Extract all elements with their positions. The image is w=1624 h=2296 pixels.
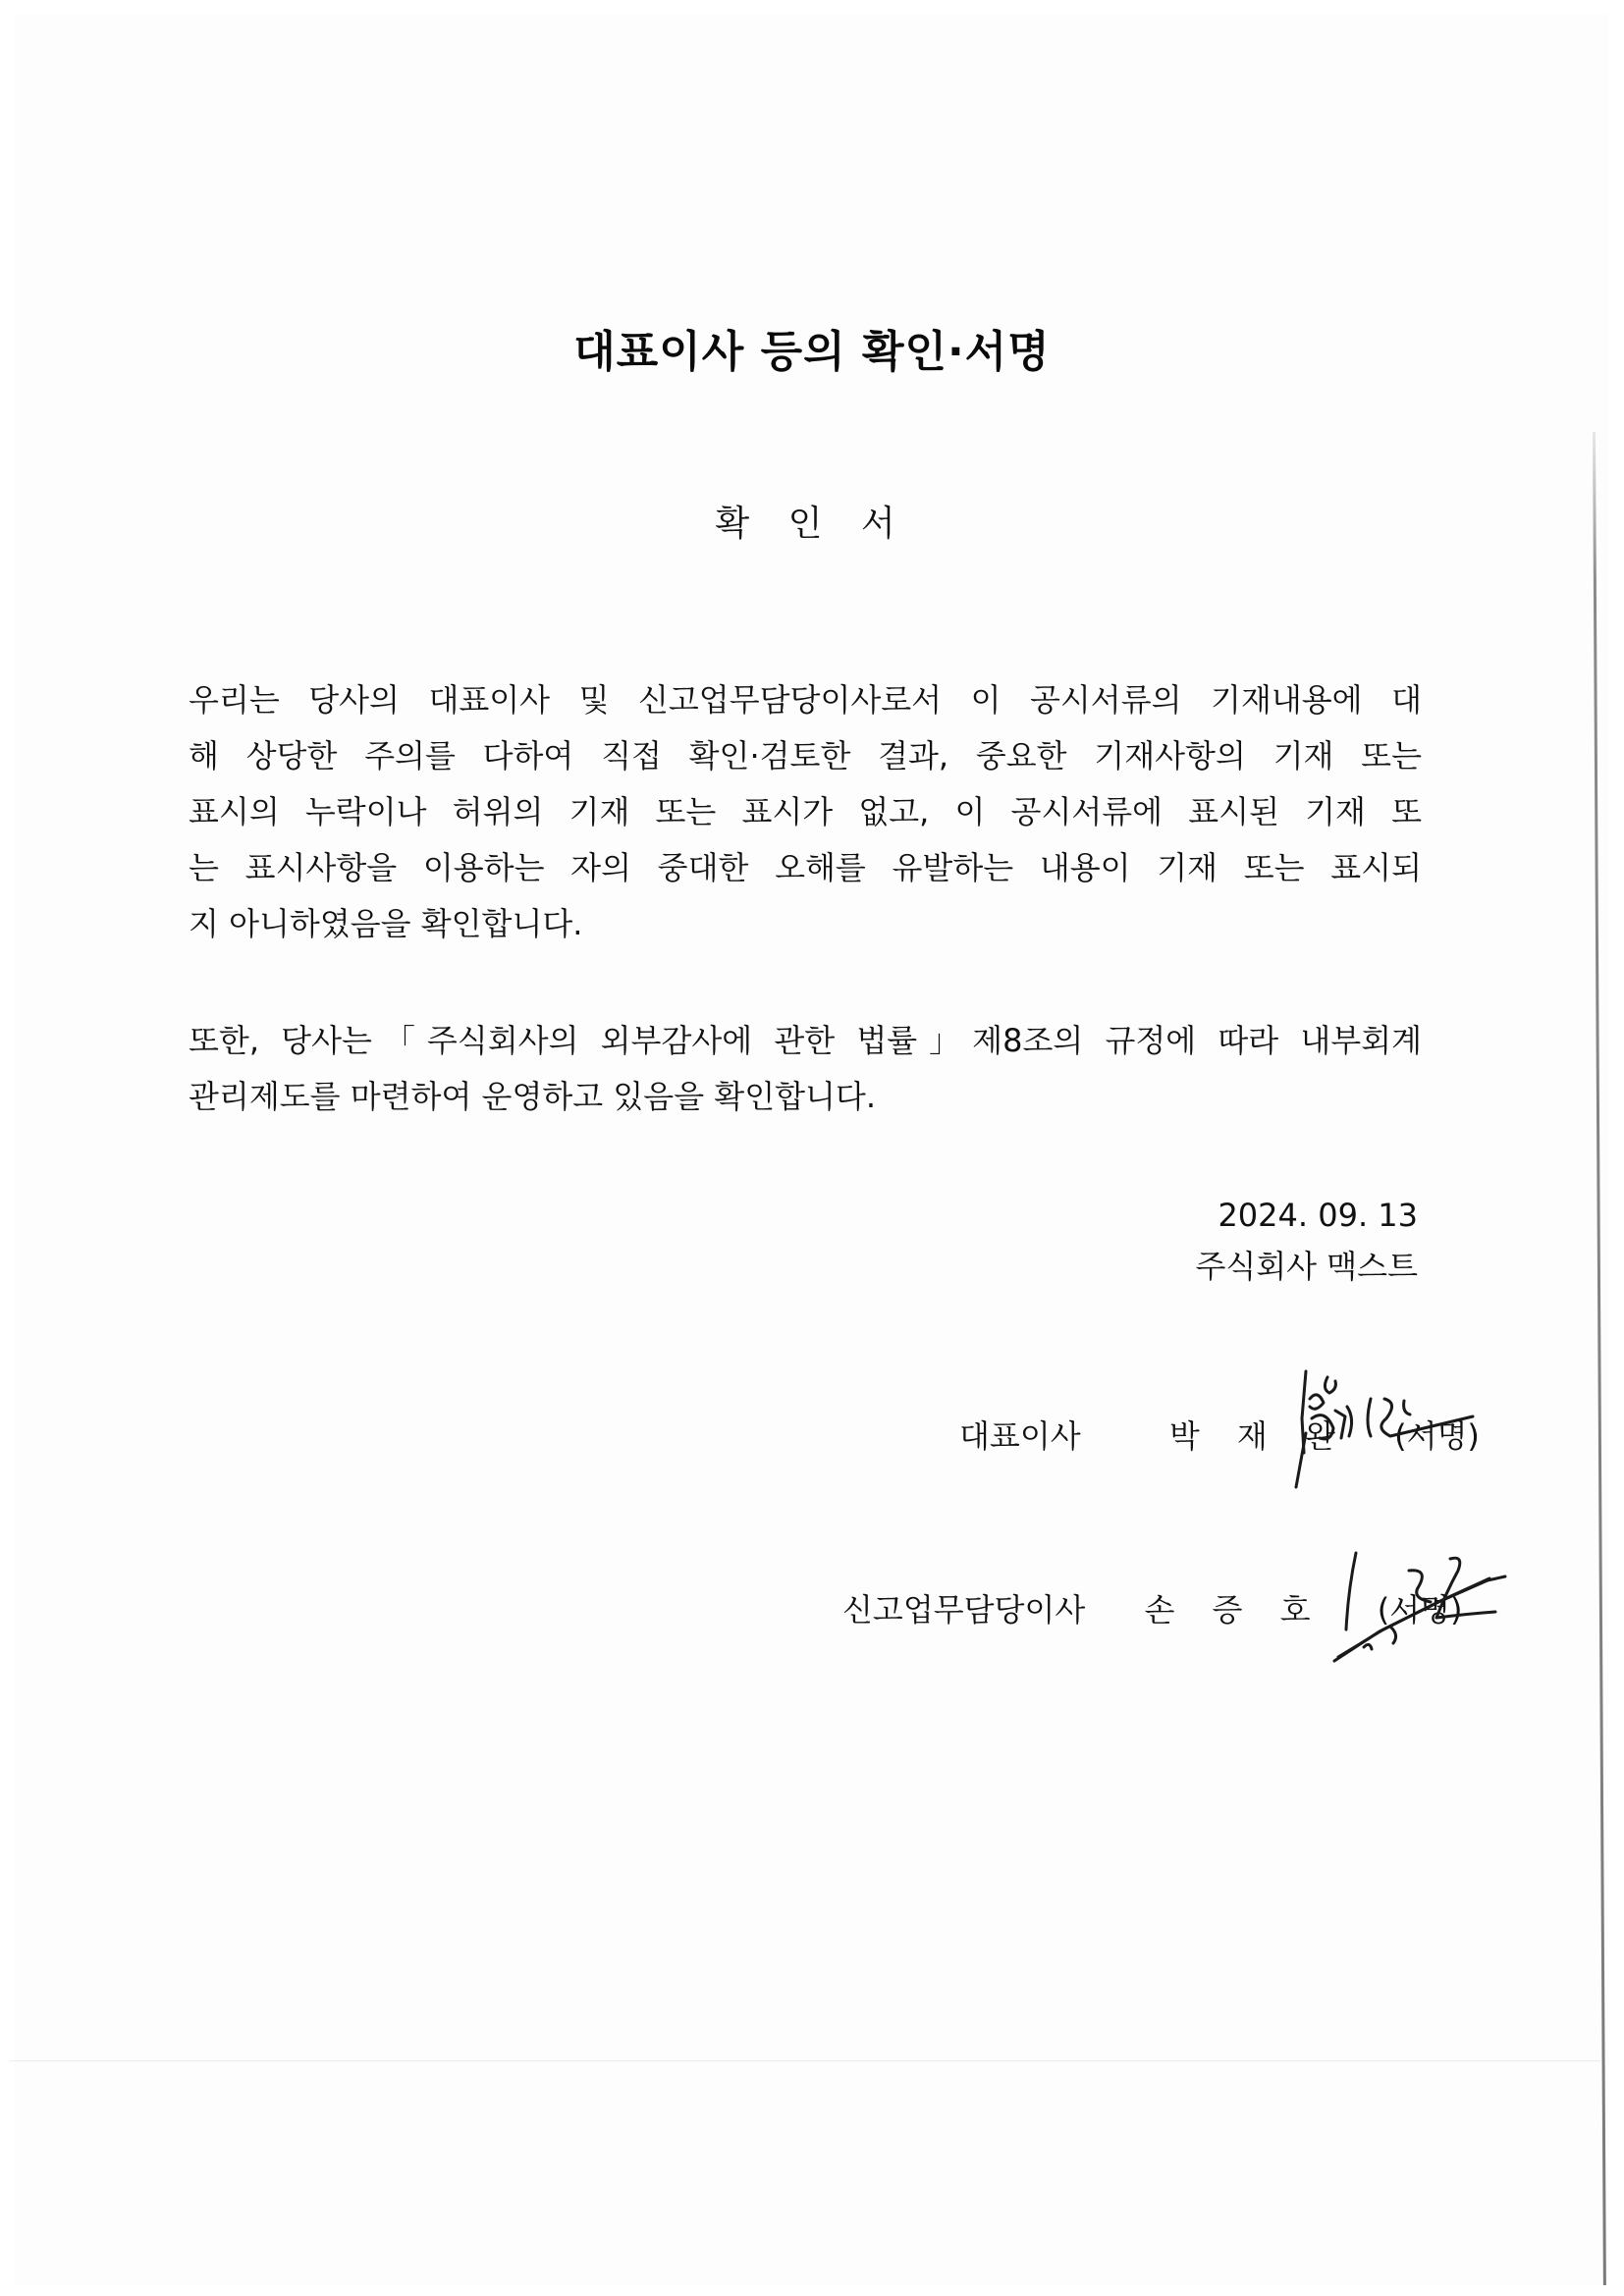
scan-fold-line bbox=[10, 2060, 1600, 2061]
signature-row-officer bbox=[842, 1585, 1463, 1630]
signatory-role: 대표이사 bbox=[959, 1417, 1081, 1455]
document-subtitle: 확 인 서 bbox=[715, 504, 909, 544]
signature-label: (서명) bbox=[1394, 1417, 1480, 1455]
internal-control-paragraph bbox=[189, 1013, 1422, 1125]
signatory-role: 신고업무담당이사 bbox=[842, 1591, 1086, 1629]
paragraph-line: 지 아니하였음을 확인합니다. bbox=[189, 905, 583, 942]
signatory-name: 박 재 완 bbox=[1168, 1417, 1349, 1455]
paragraph-line: 표시의 누락이나 허위의 기재 또는 표시가 없고, 이 공시서류에 표시된 기재 또 bbox=[189, 793, 1422, 830]
paragraph-line: 우리는 당사의 대표이사 및 신고업무담당이사로서 이 공시서류의 기재내용에 대 bbox=[189, 681, 1422, 719]
paragraph-line: 관리제도를 마련하여 운영하고 있음을 확인합니다. bbox=[189, 1078, 877, 1115]
signatory-name: 손 증 호 bbox=[1144, 1591, 1325, 1629]
paragraph-line: 는 표시사항을 이용하는 자의 중대한 오해를 유발하는 내용이 기재 또는 표시되 bbox=[189, 849, 1422, 886]
company-name: 주식회사 맥스트 bbox=[1195, 1248, 1418, 1285]
paragraph-line: 또한, 당사는「주식회사의 외부감사에 관한 법률」제8조의 규정에 따라 내부회계 bbox=[189, 1022, 1422, 1059]
paragraph-line: 해 상당한 주의를 다하여 직접 확인·검토한 결과, 중요한 기재사항의 기재 또는 bbox=[189, 737, 1422, 774]
document-title: 대표이사 등의 확인·서명 bbox=[573, 327, 1051, 377]
signature-row-ceo bbox=[959, 1412, 1480, 1457]
signature-label: (서명) bbox=[1377, 1591, 1463, 1629]
confirmation-paragraph bbox=[189, 672, 1422, 952]
date-company-block bbox=[1195, 1190, 1418, 1292]
document-date: 2024. 09. 13 bbox=[1218, 1197, 1418, 1234]
